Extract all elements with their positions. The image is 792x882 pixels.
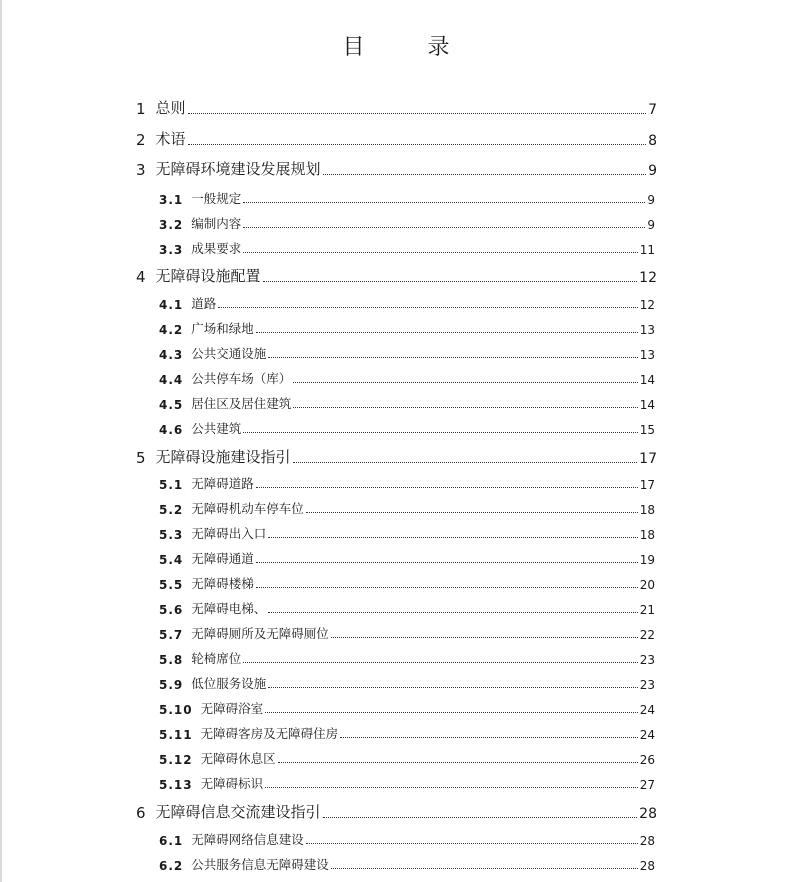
toc-section-entry[interactable]: [159, 212, 655, 232]
toc-chapter-entry[interactable]: [136, 157, 657, 179]
toc-dot-leader: [243, 661, 637, 663]
toc-entry-number: 5.6: [159, 603, 184, 617]
toc-entry-label: 无障碍出入口: [191, 526, 267, 541]
toc-section-entry[interactable]: [159, 647, 655, 667]
toc-entry-label: 总则: [155, 99, 186, 117]
toc-entry-label: 无障碍设施配置: [155, 267, 261, 285]
toc-dot-leader: [323, 816, 638, 818]
toc-entry-number: 3.1: [159, 193, 184, 207]
toc-entry-label: 无障碍环境建设发展规划: [155, 160, 321, 178]
toc-section-entry[interactable]: [159, 697, 655, 717]
toc-dot-leader: [256, 331, 638, 333]
toc-section-entry[interactable]: [159, 342, 655, 362]
toc-entry-page-number: 11: [639, 243, 655, 257]
toc-entry-number: 5.13: [159, 778, 193, 792]
toc-dot-leader: [323, 173, 647, 175]
toc-entry-page-number: 22: [639, 628, 655, 642]
toc-entry-number: 5.9: [159, 678, 184, 692]
toc-section-entry[interactable]: [159, 392, 655, 412]
toc-entry-number: 3.3: [159, 243, 184, 257]
toc-entry-number: 4.5: [159, 398, 184, 412]
toc-dot-leader: [293, 406, 637, 408]
toc-entry-label: 公共建筑: [191, 421, 242, 436]
toc-dot-leader: [243, 201, 645, 203]
toc-entry-page-number: 14: [639, 373, 655, 387]
toc-entry-label: 居住区及居住建筑: [191, 396, 292, 411]
toc-entry-page-number: 21: [639, 603, 655, 617]
toc-entry-page-number: 24: [639, 703, 655, 717]
toc-entry-number: 5.3: [159, 528, 184, 542]
toc-entry-page-number: 28: [639, 806, 657, 822]
page-title: 目 录: [342, 35, 478, 60]
page-edge: [0, 0, 2, 882]
toc-entry-number: 5.1: [159, 478, 184, 492]
toc-entry-label: 无障碍浴室: [200, 701, 264, 716]
toc-section-entry[interactable]: [159, 497, 655, 517]
toc-section-entry[interactable]: [159, 853, 655, 873]
toc-section-entry[interactable]: [159, 722, 655, 742]
toc-entry-label: 无障碍网络信息建设: [191, 832, 304, 847]
toc-section-entry[interactable]: [159, 522, 655, 542]
toc-entry-page-number: 18: [639, 528, 655, 542]
toc-section-entry[interactable]: [159, 367, 655, 387]
toc-entry-page-number: 17: [639, 478, 655, 492]
toc-section-entry[interactable]: [159, 572, 655, 592]
toc-chapter-entry[interactable]: [136, 96, 657, 118]
toc-dot-leader: [268, 356, 637, 358]
toc-chapter-entry[interactable]: [136, 800, 657, 822]
toc-entry-page-number: 20: [639, 578, 655, 592]
toc-dot-leader: [278, 761, 638, 763]
toc-entry-page-number: 23: [639, 678, 655, 692]
toc-entry-number: 5.7: [159, 628, 184, 642]
toc-dot-leader: [218, 306, 637, 308]
toc-entry-number: 4.6: [159, 423, 184, 437]
toc-section-entry[interactable]: [159, 597, 655, 617]
toc-dot-leader: [243, 251, 637, 253]
toc-dot-leader: [293, 461, 638, 463]
toc-entry-label: 轮椅席位: [191, 651, 242, 666]
toc-entry-label: 无障碍设施建设指引: [155, 448, 291, 466]
toc-dot-leader: [256, 561, 638, 563]
toc-entry-number: 5.10: [159, 703, 193, 717]
toc-entry-number: 4.2: [159, 323, 184, 337]
toc-entry-page-number: 9: [648, 163, 657, 179]
toc-entry-page-number: 13: [639, 323, 655, 337]
toc-entry-number: 5: [136, 449, 146, 467]
toc-dot-leader: [243, 226, 645, 228]
toc-entry-page-number: 15: [639, 423, 655, 437]
toc-entry-number: 5.2: [159, 503, 184, 517]
toc-dot-leader: [306, 511, 638, 513]
toc-entry-label: 无障碍厕所及无障碍厕位: [191, 626, 329, 641]
toc-entry-label: 低位服务设施: [191, 676, 267, 691]
toc-entry-page-number: 9: [647, 193, 655, 207]
toc-entry-label: 无障碍道路: [191, 476, 254, 491]
toc-section-entry[interactable]: [159, 237, 655, 257]
toc-entry-number: 4.1: [159, 298, 184, 312]
toc-entry-number: 5.4: [159, 553, 184, 567]
toc-entry-page-number: 18: [639, 503, 655, 517]
toc-entry-page-number: 9: [647, 218, 655, 232]
toc-entry-number: 4: [136, 268, 146, 286]
toc-section-entry[interactable]: [159, 547, 655, 567]
toc-section-entry[interactable]: [159, 772, 655, 792]
toc-section-entry[interactable]: [159, 472, 655, 492]
toc-entry-label: 无障碍通道: [191, 551, 254, 566]
toc-entry-page-number: 24: [639, 728, 655, 742]
toc-entry-number: 5.11: [159, 728, 193, 742]
toc-dot-leader: [256, 586, 638, 588]
toc-section-entry[interactable]: [159, 187, 655, 207]
toc-entry-label: 无障碍客房及无障碍住房: [200, 726, 339, 741]
toc-entry-label: 无障碍信息交流建设指引: [155, 803, 321, 821]
toc-entry-label: 广场和绿地: [191, 321, 254, 336]
toc-entry-label: 成果要求: [191, 241, 242, 256]
toc-dot-leader: [265, 711, 638, 713]
toc-section-entry[interactable]: [159, 828, 655, 848]
toc-section-entry[interactable]: [159, 317, 655, 337]
toc-entry-page-number: 19: [639, 553, 655, 567]
toc-section-entry[interactable]: [159, 417, 655, 437]
toc-entry-number: 4.4: [159, 373, 184, 387]
toc-section-entry[interactable]: [159, 292, 655, 312]
toc-dot-leader: [263, 280, 638, 282]
toc-entry-label: 无障碍楼梯: [191, 576, 254, 591]
toc-dot-leader: [293, 381, 637, 383]
toc-entry-label: 公共交通设施: [191, 346, 267, 361]
toc-entry-page-number: 28: [639, 834, 655, 848]
toc-entry-label: 无障碍休息区: [200, 751, 276, 766]
toc-entry-label: 编制内容: [191, 216, 242, 231]
toc-entry-label: 无障碍标识: [200, 776, 264, 791]
toc-entry-page-number: 12: [639, 270, 657, 286]
toc-entry-page-number: 23: [639, 653, 655, 667]
toc-entry-page-number: 27: [639, 778, 655, 792]
toc-dot-leader: [256, 486, 638, 488]
toc-entry-number: 3.2: [159, 218, 184, 232]
toc-entry-number: 5.8: [159, 653, 184, 667]
toc-entry-page-number: 26: [639, 753, 655, 767]
toc-chapter-entry[interactable]: [136, 445, 657, 467]
toc-entry-number: 3: [136, 161, 146, 179]
toc-entry-label: 公共停车场（库）: [191, 371, 292, 386]
toc-entry-page-number: 14: [639, 398, 655, 412]
toc-dot-leader: [340, 736, 638, 738]
toc-entry-page-number: 7: [648, 102, 657, 118]
toc-dot-leader: [243, 431, 637, 433]
toc-entry-number: 6.1: [159, 834, 184, 848]
toc-dot-leader: [188, 112, 647, 114]
toc-dot-leader: [268, 536, 637, 538]
toc-entry-page-number: 12: [639, 298, 655, 312]
toc-entry-number: 1: [136, 100, 146, 118]
toc-dot-leader: [331, 636, 638, 638]
toc-entry-label: 一般规定: [191, 191, 242, 206]
toc-dot-leader: [268, 611, 637, 613]
toc-entry-number: 5.12: [159, 753, 193, 767]
toc-entry-label: 术语: [155, 130, 186, 148]
toc-entry-label: 道路: [191, 296, 217, 311]
toc-entry-number: 6.2: [159, 859, 184, 873]
toc-entry-page-number: 17: [639, 451, 657, 467]
toc-entry-label: 无障碍机动车停车位: [191, 501, 304, 516]
toc-entry-page-number: 8: [648, 133, 657, 149]
toc-entry-number: 4.3: [159, 348, 184, 362]
toc-entry-number: 5.5: [159, 578, 184, 592]
toc-section-entry[interactable]: [159, 672, 655, 692]
toc-dot-leader: [265, 786, 638, 788]
toc-section-entry[interactable]: [159, 747, 655, 767]
toc-dot-leader: [331, 867, 638, 869]
toc-entry-label: 无障碍电梯、: [191, 601, 267, 616]
toc-dot-leader: [306, 842, 638, 844]
toc-dot-leader: [188, 143, 647, 145]
toc-entry-page-number: 28: [639, 859, 655, 873]
toc-dot-leader: [268, 686, 637, 688]
toc-chapter-entry[interactable]: [136, 127, 657, 149]
toc-entry-number: 2: [136, 131, 146, 149]
toc-entry-label: 公共服务信息无障碍建设: [191, 857, 329, 872]
toc-section-entry[interactable]: [159, 622, 655, 642]
toc-entry-number: 6: [136, 804, 146, 822]
toc-entry-page-number: 13: [639, 348, 655, 362]
toc-chapter-entry[interactable]: [136, 264, 657, 286]
